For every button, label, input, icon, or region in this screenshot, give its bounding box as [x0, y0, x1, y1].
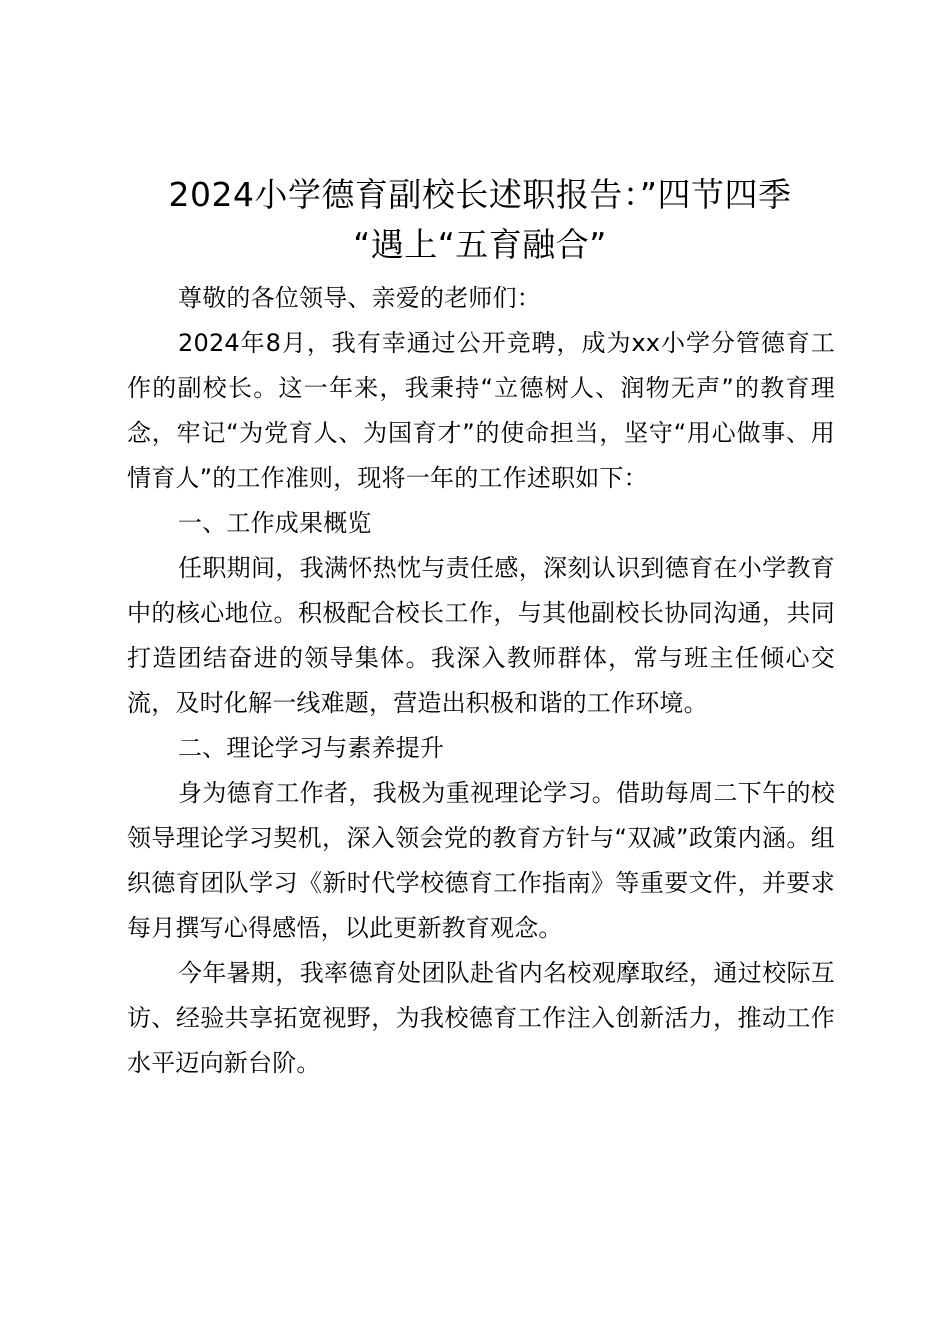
section-2-paragraph-2: 今年暑期，我率德育处团队赴省内名校观摩取经，通过校际互访、经验共享拓宽视野，为我校德育工作注入创新活力，推动工作水平迈向新台阶。 — [127, 959, 835, 1077]
section-2-paragraph-1: 身为德育工作者，我极为重视理论学习。借助每周二下午的校领导理论学习契机，深入领会党的教育方针与“双减”政策内涵。组织德育团队学习《新时代学校德育工作指南》等重要文件，并要求每月撰写心得感悟，以此更新教育观念。 — [127, 779, 835, 942]
section-heading-1: 一、工作成果概览 — [178, 509, 372, 537]
document-body — [127, 276, 835, 1086]
section-heading-2: 二、理论学习与素养提升 — [178, 734, 445, 762]
salutation: 尊敬的各位领导、亲爱的老师们： — [178, 284, 541, 312]
section-1-paragraph: 任职期间，我满怀热忱与责任感，深刻认识到德育在小学教育中的核心地位。积极配合校长工作，与其他副校长协同沟通，共同打造团结奋进的领导集体。我深入教师群体，常与班主任倾心交流，及时化解一线难题，营造出积极和谐的工作环境。 — [127, 554, 835, 717]
document-title — [100, 170, 860, 270]
intro-paragraph: 2024年8月，我有幸通过公开竞聘，成为xx小学分管德育工作的副校长。这一年来，我秉持“立德树人、润物无声”的教育理念，牢记“为党育人、为国育才”的使命担当，坚守“用心做事、用情育人”的工作准则，现将一年的工作述职如下： — [127, 329, 835, 492]
title-line-1: 2024小学德育副校长述职报告：”四节四季 — [168, 175, 792, 214]
title-line-2: “遇上“五育融合” — [353, 225, 607, 264]
